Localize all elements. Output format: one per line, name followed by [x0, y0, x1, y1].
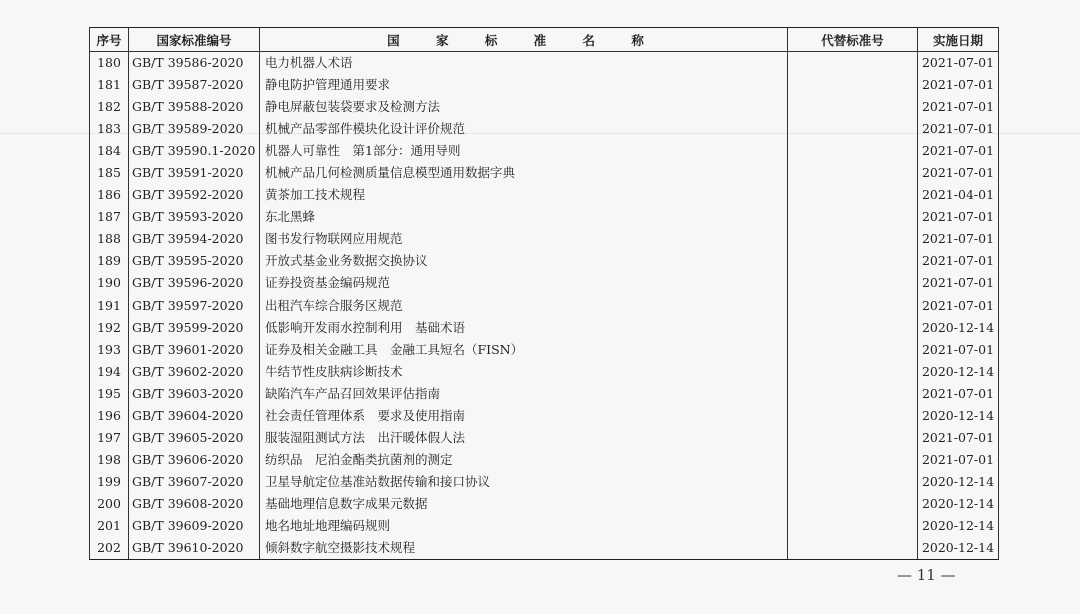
- standard-code: GB/T 39595-2020: [129, 250, 260, 272]
- table-row: [90, 339, 999, 361]
- standard-code: GB/T 39606-2020: [129, 449, 260, 471]
- row-number: 186: [90, 184, 129, 206]
- row-number: 180: [90, 52, 129, 75]
- standard-name: 缺陷汽车产品召回效果评估指南: [260, 383, 788, 405]
- table-row: [90, 250, 999, 272]
- table-row: [90, 295, 999, 317]
- row-number: 194: [90, 361, 129, 383]
- replaced-standard: [788, 96, 918, 118]
- row-number: 196: [90, 405, 129, 427]
- standard-name: 机械产品几何检测质量信息模型通用数据字典: [260, 162, 788, 184]
- standard-code: GB/T 39593-2020: [129, 206, 260, 228]
- table-row: [90, 162, 999, 184]
- row-number: 202: [90, 537, 129, 560]
- standard-code: GB/T 39596-2020: [129, 272, 260, 294]
- standard-name: 东北黑蜂: [260, 206, 788, 228]
- table-row: [90, 361, 999, 383]
- table-row: [90, 52, 999, 75]
- implementation-date: 2020-12-14: [918, 493, 999, 515]
- row-number: 197: [90, 427, 129, 449]
- standard-name: 静电屏蔽包装袋要求及检测方法: [260, 96, 788, 118]
- table-header-row: [90, 28, 999, 52]
- row-number: 183: [90, 118, 129, 140]
- standard-name: 服装湿阻测试方法 出汗暖体假人法: [260, 427, 788, 449]
- page-number: — 11 —: [897, 566, 956, 584]
- row-number: 199: [90, 471, 129, 493]
- standard-name: 出租汽车综合服务区规范: [260, 295, 788, 317]
- replaced-standard: [788, 471, 918, 493]
- header-replaced: 代替标准号: [788, 28, 918, 52]
- standard-name: 低影响开发雨水控制利用 基础术语: [260, 317, 788, 339]
- implementation-date: 2020-12-14: [918, 317, 999, 339]
- standard-name: 纺织品 尼泊金酯类抗菌剂的测定: [260, 449, 788, 471]
- replaced-standard: [788, 295, 918, 317]
- row-number: 181: [90, 74, 129, 96]
- standard-code: GB/T 39604-2020: [129, 405, 260, 427]
- implementation-date: 2020-12-14: [918, 361, 999, 383]
- row-number: 188: [90, 228, 129, 250]
- row-number: 190: [90, 272, 129, 294]
- replaced-standard: [788, 250, 918, 272]
- row-number: 191: [90, 295, 129, 317]
- table-row: [90, 140, 999, 162]
- standard-code: GB/T 39592-2020: [129, 184, 260, 206]
- replaced-standard: [788, 162, 918, 184]
- implementation-date: 2021-07-01: [918, 427, 999, 449]
- standard-name: 基础地理信息数字成果元数据: [260, 493, 788, 515]
- replaced-standard: [788, 427, 918, 449]
- row-number: 187: [90, 206, 129, 228]
- replaced-standard: [788, 317, 918, 339]
- standard-name: 机器人可靠性 第1部分：通用导则: [260, 140, 788, 162]
- replaced-standard: [788, 339, 918, 361]
- standard-code: GB/T 39599-2020: [129, 317, 260, 339]
- table-row: [90, 449, 999, 471]
- standard-code: GB/T 39605-2020: [129, 427, 260, 449]
- replaced-standard: [788, 537, 918, 560]
- table-row: [90, 471, 999, 493]
- standard-code: GB/T 39589-2020: [129, 118, 260, 140]
- table-row: [90, 184, 999, 206]
- row-number: 184: [90, 140, 129, 162]
- table-row: [90, 515, 999, 537]
- standard-name: 牛结节性皮肤病诊断技术: [260, 361, 788, 383]
- row-number: 189: [90, 250, 129, 272]
- implementation-date: 2021-07-01: [918, 383, 999, 405]
- row-number: 201: [90, 515, 129, 537]
- implementation-date: 2021-07-01: [918, 449, 999, 471]
- row-number: 200: [90, 493, 129, 515]
- standard-code: GB/T 39601-2020: [129, 339, 260, 361]
- standard-name: 图书发行物联网应用规范: [260, 228, 788, 250]
- implementation-date: 2021-07-01: [918, 206, 999, 228]
- implementation-date: 2021-07-01: [918, 52, 999, 75]
- standard-name: 黄茶加工技术规程: [260, 184, 788, 206]
- row-number: 185: [90, 162, 129, 184]
- implementation-date: 2021-07-01: [918, 228, 999, 250]
- header-no: 序号: [90, 28, 129, 52]
- replaced-standard: [788, 52, 918, 75]
- replaced-standard: [788, 74, 918, 96]
- table-row: [90, 74, 999, 96]
- row-number: 198: [90, 449, 129, 471]
- standard-code: GB/T 39610-2020: [129, 537, 260, 560]
- implementation-date: 2020-12-14: [918, 471, 999, 493]
- row-number: 182: [90, 96, 129, 118]
- standard-name: 地名地址地理编码规则: [260, 515, 788, 537]
- implementation-date: 2021-07-01: [918, 339, 999, 361]
- table-row: [90, 118, 999, 140]
- replaced-standard: [788, 140, 918, 162]
- header-date: 实施日期: [918, 28, 999, 52]
- replaced-standard: [788, 361, 918, 383]
- standard-name: 社会责任管理体系 要求及使用指南: [260, 405, 788, 427]
- standard-code: GB/T 39591-2020: [129, 162, 260, 184]
- implementation-date: 2021-07-01: [918, 140, 999, 162]
- implementation-date: 2020-12-14: [918, 537, 999, 560]
- replaced-standard: [788, 383, 918, 405]
- table-row: [90, 383, 999, 405]
- standard-code: GB/T 39588-2020: [129, 96, 260, 118]
- standard-code: GB/T 39590.1-2020: [129, 140, 260, 162]
- replaced-standard: [788, 184, 918, 206]
- standard-name: 机械产品零部件模块化设计评价规范: [260, 118, 788, 140]
- replaced-standard: [788, 118, 918, 140]
- standards-table: [89, 27, 999, 560]
- implementation-date: 2021-07-01: [918, 250, 999, 272]
- standard-name: 卫星导航定位基准站数据传输和接口协议: [260, 471, 788, 493]
- table-row: [90, 96, 999, 118]
- standard-code: GB/T 39608-2020: [129, 493, 260, 515]
- standard-code: GB/T 39597-2020: [129, 295, 260, 317]
- standard-code: GB/T 39587-2020: [129, 74, 260, 96]
- replaced-standard: [788, 449, 918, 471]
- standard-name: 证券投资基金编码规范: [260, 272, 788, 294]
- replaced-standard: [788, 228, 918, 250]
- table-row: [90, 427, 999, 449]
- table-row: [90, 493, 999, 515]
- replaced-standard: [788, 515, 918, 537]
- table-row: [90, 228, 999, 250]
- table-row: [90, 317, 999, 339]
- implementation-date: 2021-04-01: [918, 184, 999, 206]
- implementation-date: 2020-12-14: [918, 515, 999, 537]
- implementation-date: 2021-07-01: [918, 295, 999, 317]
- replaced-standard: [788, 493, 918, 515]
- implementation-date: 2021-07-01: [918, 162, 999, 184]
- table-row: [90, 272, 999, 294]
- standard-name: 倾斜数字航空摄影技术规程: [260, 537, 788, 560]
- row-number: 195: [90, 383, 129, 405]
- standard-code: GB/T 39603-2020: [129, 383, 260, 405]
- replaced-standard: [788, 405, 918, 427]
- standard-name: 证券及相关金融工具 金融工具短名（FISN）: [260, 339, 788, 361]
- header-code: 国家标准编号: [129, 28, 260, 52]
- implementation-date: 2021-07-01: [918, 96, 999, 118]
- replaced-standard: [788, 272, 918, 294]
- implementation-date: 2021-07-01: [918, 74, 999, 96]
- standard-code: GB/T 39607-2020: [129, 471, 260, 493]
- implementation-date: 2021-07-01: [918, 118, 999, 140]
- standard-code: GB/T 39594-2020: [129, 228, 260, 250]
- standard-code: GB/T 39586-2020: [129, 52, 260, 75]
- table-row: [90, 405, 999, 427]
- row-number: 193: [90, 339, 129, 361]
- table-row: [90, 537, 999, 560]
- table-row: [90, 206, 999, 228]
- standard-name: 开放式基金业务数据交换协议: [260, 250, 788, 272]
- replaced-standard: [788, 206, 918, 228]
- standard-name: 静电防护管理通用要求: [260, 74, 788, 96]
- header-name: 国 家 标 准 名 称: [260, 28, 788, 52]
- standard-code: GB/T 39602-2020: [129, 361, 260, 383]
- implementation-date: 2021-07-01: [918, 272, 999, 294]
- implementation-date: 2020-12-14: [918, 405, 999, 427]
- standard-code: GB/T 39609-2020: [129, 515, 260, 537]
- standard-name: 电力机器人术语: [260, 52, 788, 75]
- row-number: 192: [90, 317, 129, 339]
